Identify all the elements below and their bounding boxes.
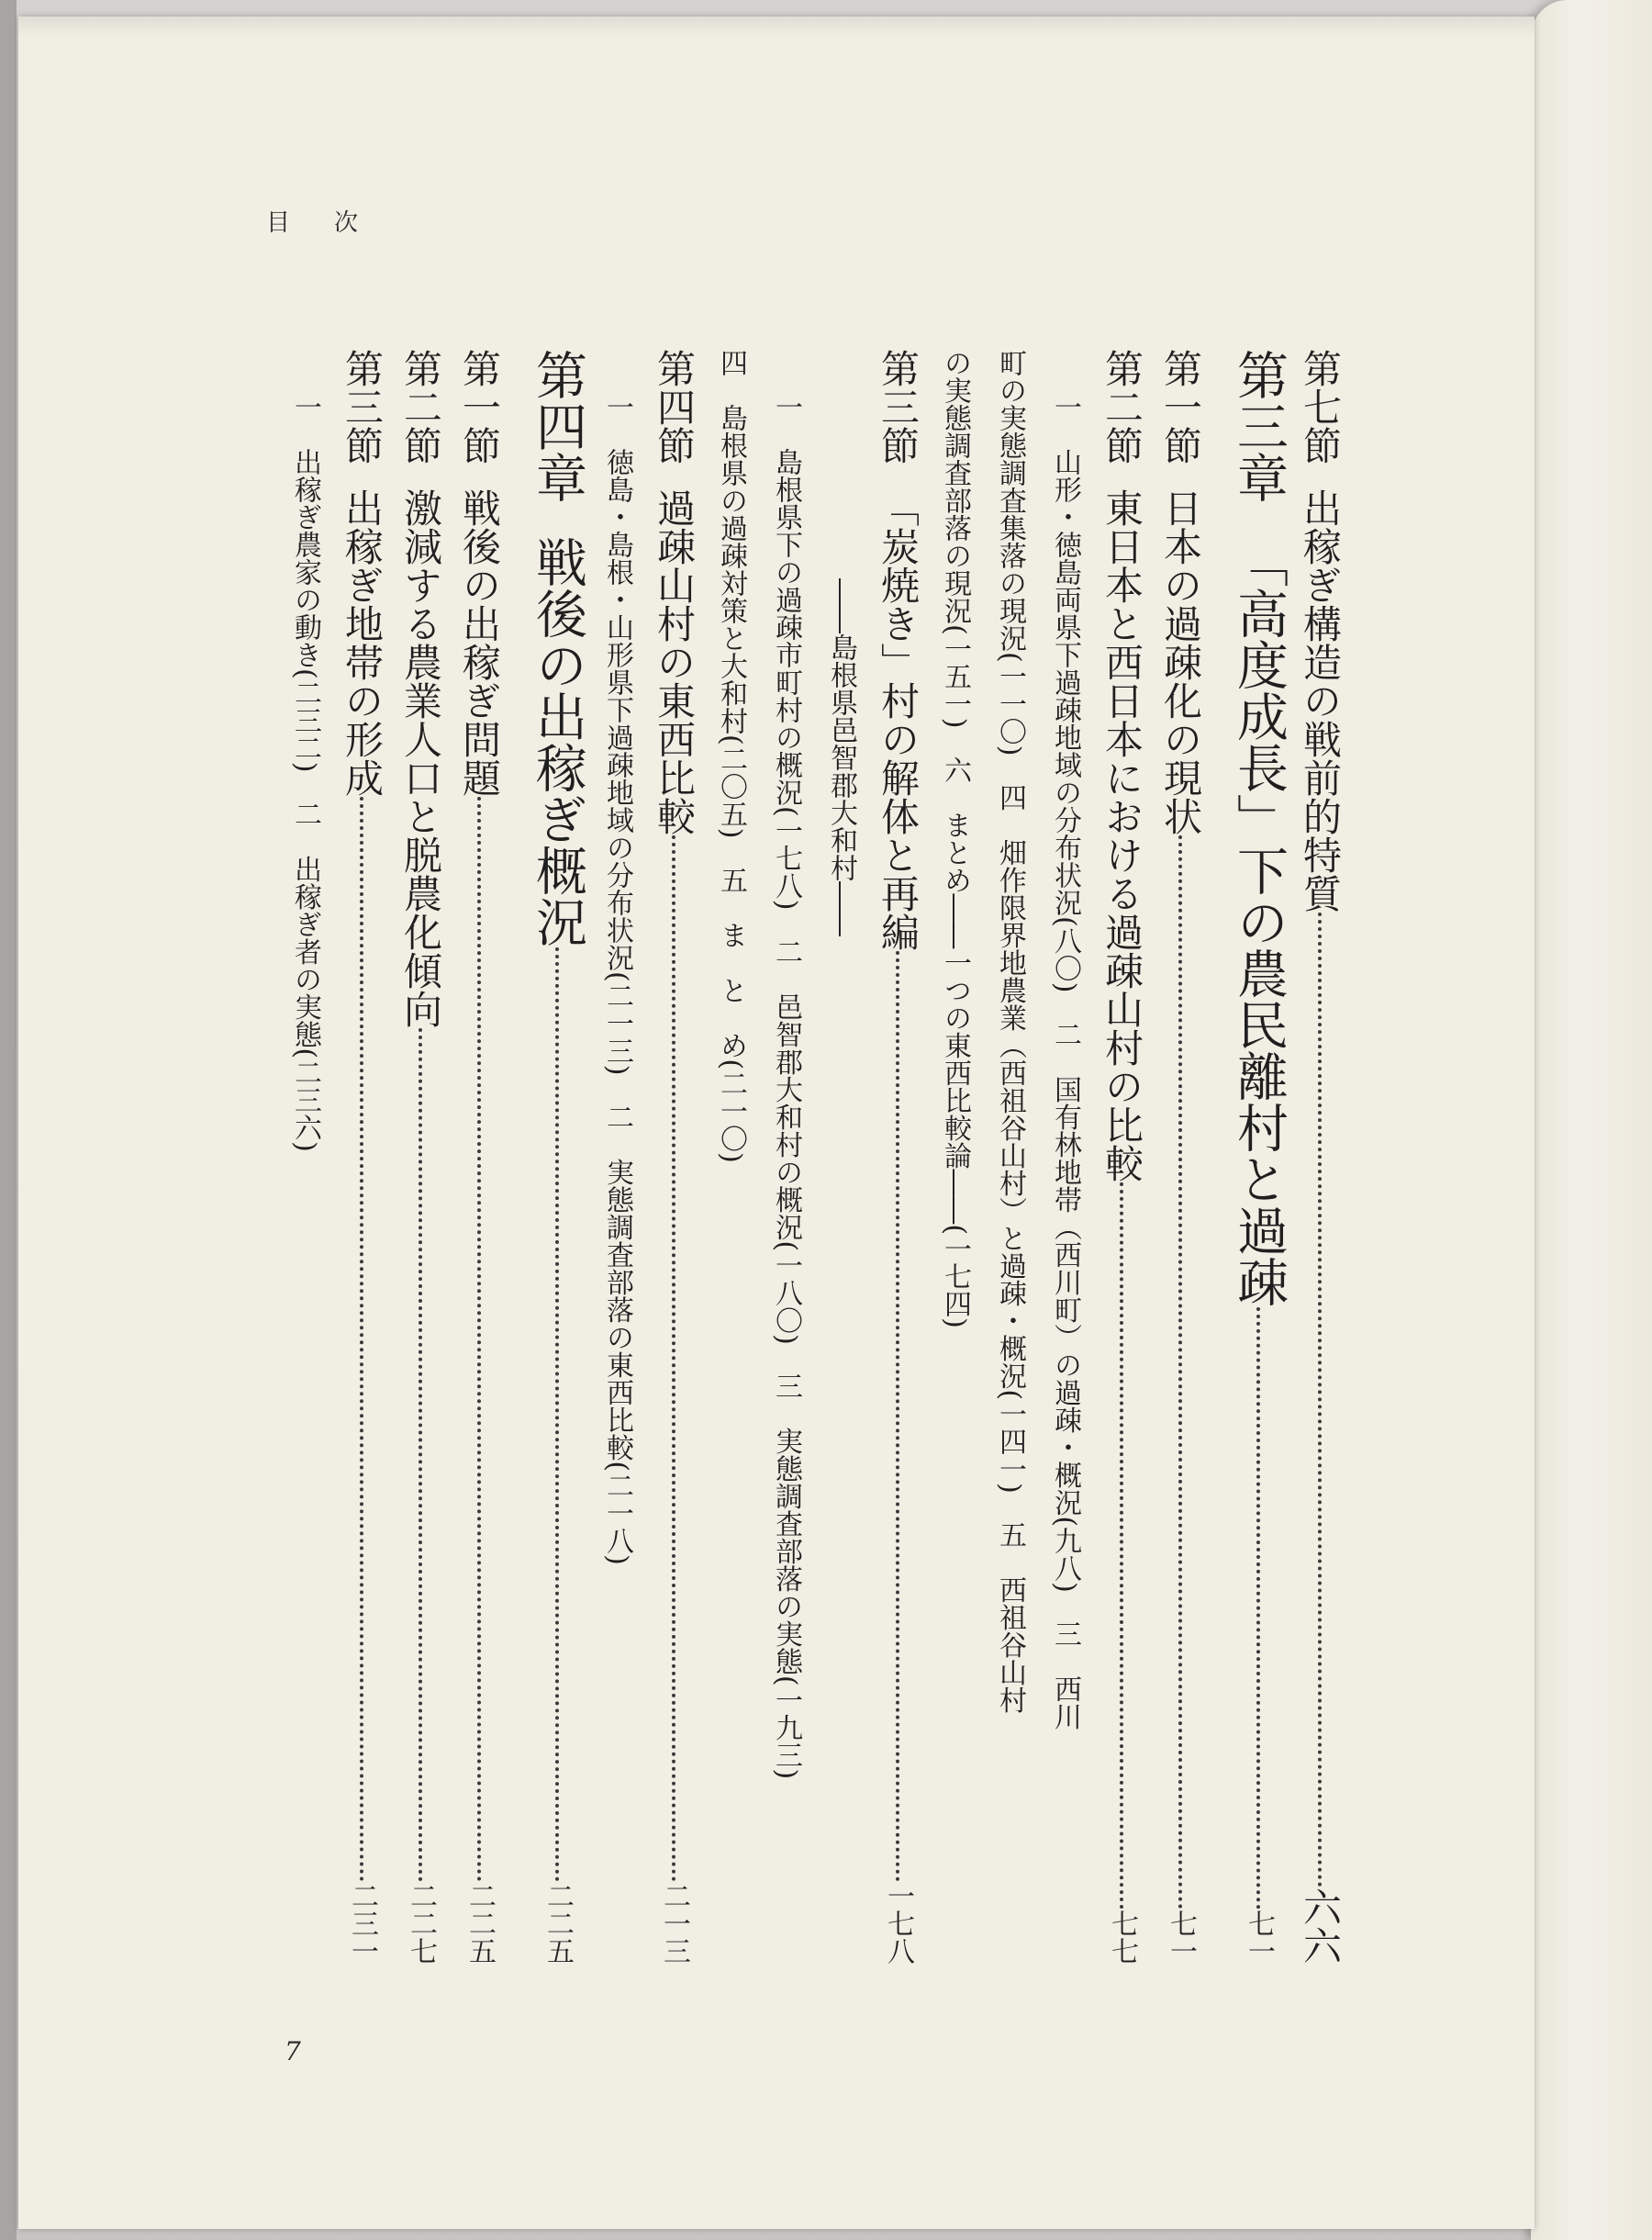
leader-dots: [419, 1028, 422, 1882]
section-title: 過疎山村の東西比較: [652, 488, 697, 835]
leader-dots: [555, 947, 559, 1882]
toc-subtitle: ――島根県邑智郡大和村――: [825, 578, 857, 936]
running-head: 目次: [266, 209, 403, 237]
page-number: 七一: [1243, 1910, 1275, 1965]
section-title: 激減する農業人口と脱農化傾向: [398, 488, 443, 1028]
toc-entry-section[interactable]: [450, 349, 508, 1965]
chapter-number: 第三章: [1229, 349, 1289, 503]
chapter-title: 戦後の出稼ぎ概況: [528, 536, 587, 947]
chapter-number: 第四章: [528, 349, 587, 503]
toc-entry-section[interactable]: [1151, 349, 1210, 1965]
section-number: 第三節: [340, 349, 385, 465]
toc-subentries[interactable]: 町の実態調査集落の現況(一一〇) 四 畑作限界地農業（西祖谷山村）と過疎・概況(一四一) 五 西祖谷山村: [994, 349, 1026, 1714]
section-title: 出稼ぎ構造の戦前的特質: [1298, 488, 1343, 913]
next-page-edge: [1531, 0, 1652, 2240]
leader-dots: [477, 797, 481, 1882]
leader-dots: [1256, 1307, 1260, 1910]
toc-entry-section[interactable]: [332, 349, 391, 1965]
page-number: 二一三: [658, 1882, 690, 1965]
toc-entry-chapter[interactable]: [1226, 349, 1290, 1965]
section-title: 出稼ぎ地帯の形成: [340, 488, 385, 797]
section-number: 第二節: [1099, 349, 1144, 465]
section-title: 東日本と西日本における過疎山村の比較: [1099, 488, 1144, 1182]
toc-entry-section[interactable]: [391, 349, 450, 1965]
toc-entry-section[interactable]: [644, 349, 703, 1965]
section-number: 第二節: [398, 349, 443, 465]
section-number: 第一節: [457, 349, 502, 465]
chapter-title: 「高度成長」下の農民離村と過疎: [1229, 536, 1289, 1307]
toc-entry-section[interactable]: [1092, 349, 1151, 1965]
left-edge-strip: [0, 0, 17, 2240]
page-number: 二二七: [405, 1882, 437, 1965]
page-number: 七一: [1165, 1910, 1197, 1965]
section-number: 第四節: [652, 349, 697, 465]
toc-entry-chapter[interactable]: [525, 349, 589, 1965]
page-folio: 7: [285, 2036, 301, 2066]
section-number: 第三節: [876, 349, 921, 465]
toc-subentries[interactable]: 一 島根県下の過疎市町村の概況(一七八) 二 邑智郡大和村の概況(一八〇) 三 実態調査部落の実態(一九三): [770, 393, 802, 1780]
page-number: 六六: [1298, 1887, 1343, 1965]
toc-entry-section[interactable]: [1290, 349, 1349, 1965]
toc-subentries[interactable]: の実態調査部落の現況(一五一) 六 まとめ――一つの東西比較論――(一七四): [939, 349, 971, 1328]
toc-subentries[interactable]: 四 島根県の過疎対策と大和村(二〇五) 五 ま と め(二一〇): [715, 349, 747, 1163]
table-of-contents: [229, 349, 1349, 1965]
section-title: 戦後の出稼ぎ問題: [457, 488, 502, 797]
page-number: 二二五: [463, 1882, 496, 1965]
toc-subentries[interactable]: 一 山形・徳島両県下過疎地域の分布状況(八〇) 二 国有林地帯（西川町）の過疎・概況(九八) 三 西川: [1049, 393, 1081, 1730]
leader-dots: [1318, 913, 1322, 1887]
leader-dots: [360, 797, 363, 1882]
page-number: 一七八: [882, 1882, 914, 1965]
leader-dots: [896, 951, 899, 1882]
section-title: 「炭焼き」村の解体と再編: [876, 488, 921, 951]
section-title: 日本の過疎化の現状: [1158, 488, 1203, 835]
leader-dots: [1178, 835, 1182, 1910]
page-number: 二二五: [541, 1882, 574, 1965]
toc-subentries[interactable]: 一 出稼ぎ農家の動き(二三二) 二 出稼ぎ者の実態(二三六): [289, 393, 321, 1152]
page-number: 二三一: [346, 1882, 378, 1965]
leader-dots: [1120, 1182, 1123, 1910]
toc-subentries[interactable]: 一 徳島・島根・山形県下過疎地域の分布状況(二一三) 二 実態調査部落の東西比較(二一八): [601, 393, 633, 1565]
section-number: 第七節: [1298, 349, 1343, 465]
leader-dots: [672, 835, 675, 1882]
page-number: 七七: [1106, 1910, 1138, 1965]
page-top-shadow: [18, 17, 1535, 39]
toc-entry-section[interactable]: [868, 349, 927, 1965]
section-number: 第一節: [1158, 349, 1203, 465]
